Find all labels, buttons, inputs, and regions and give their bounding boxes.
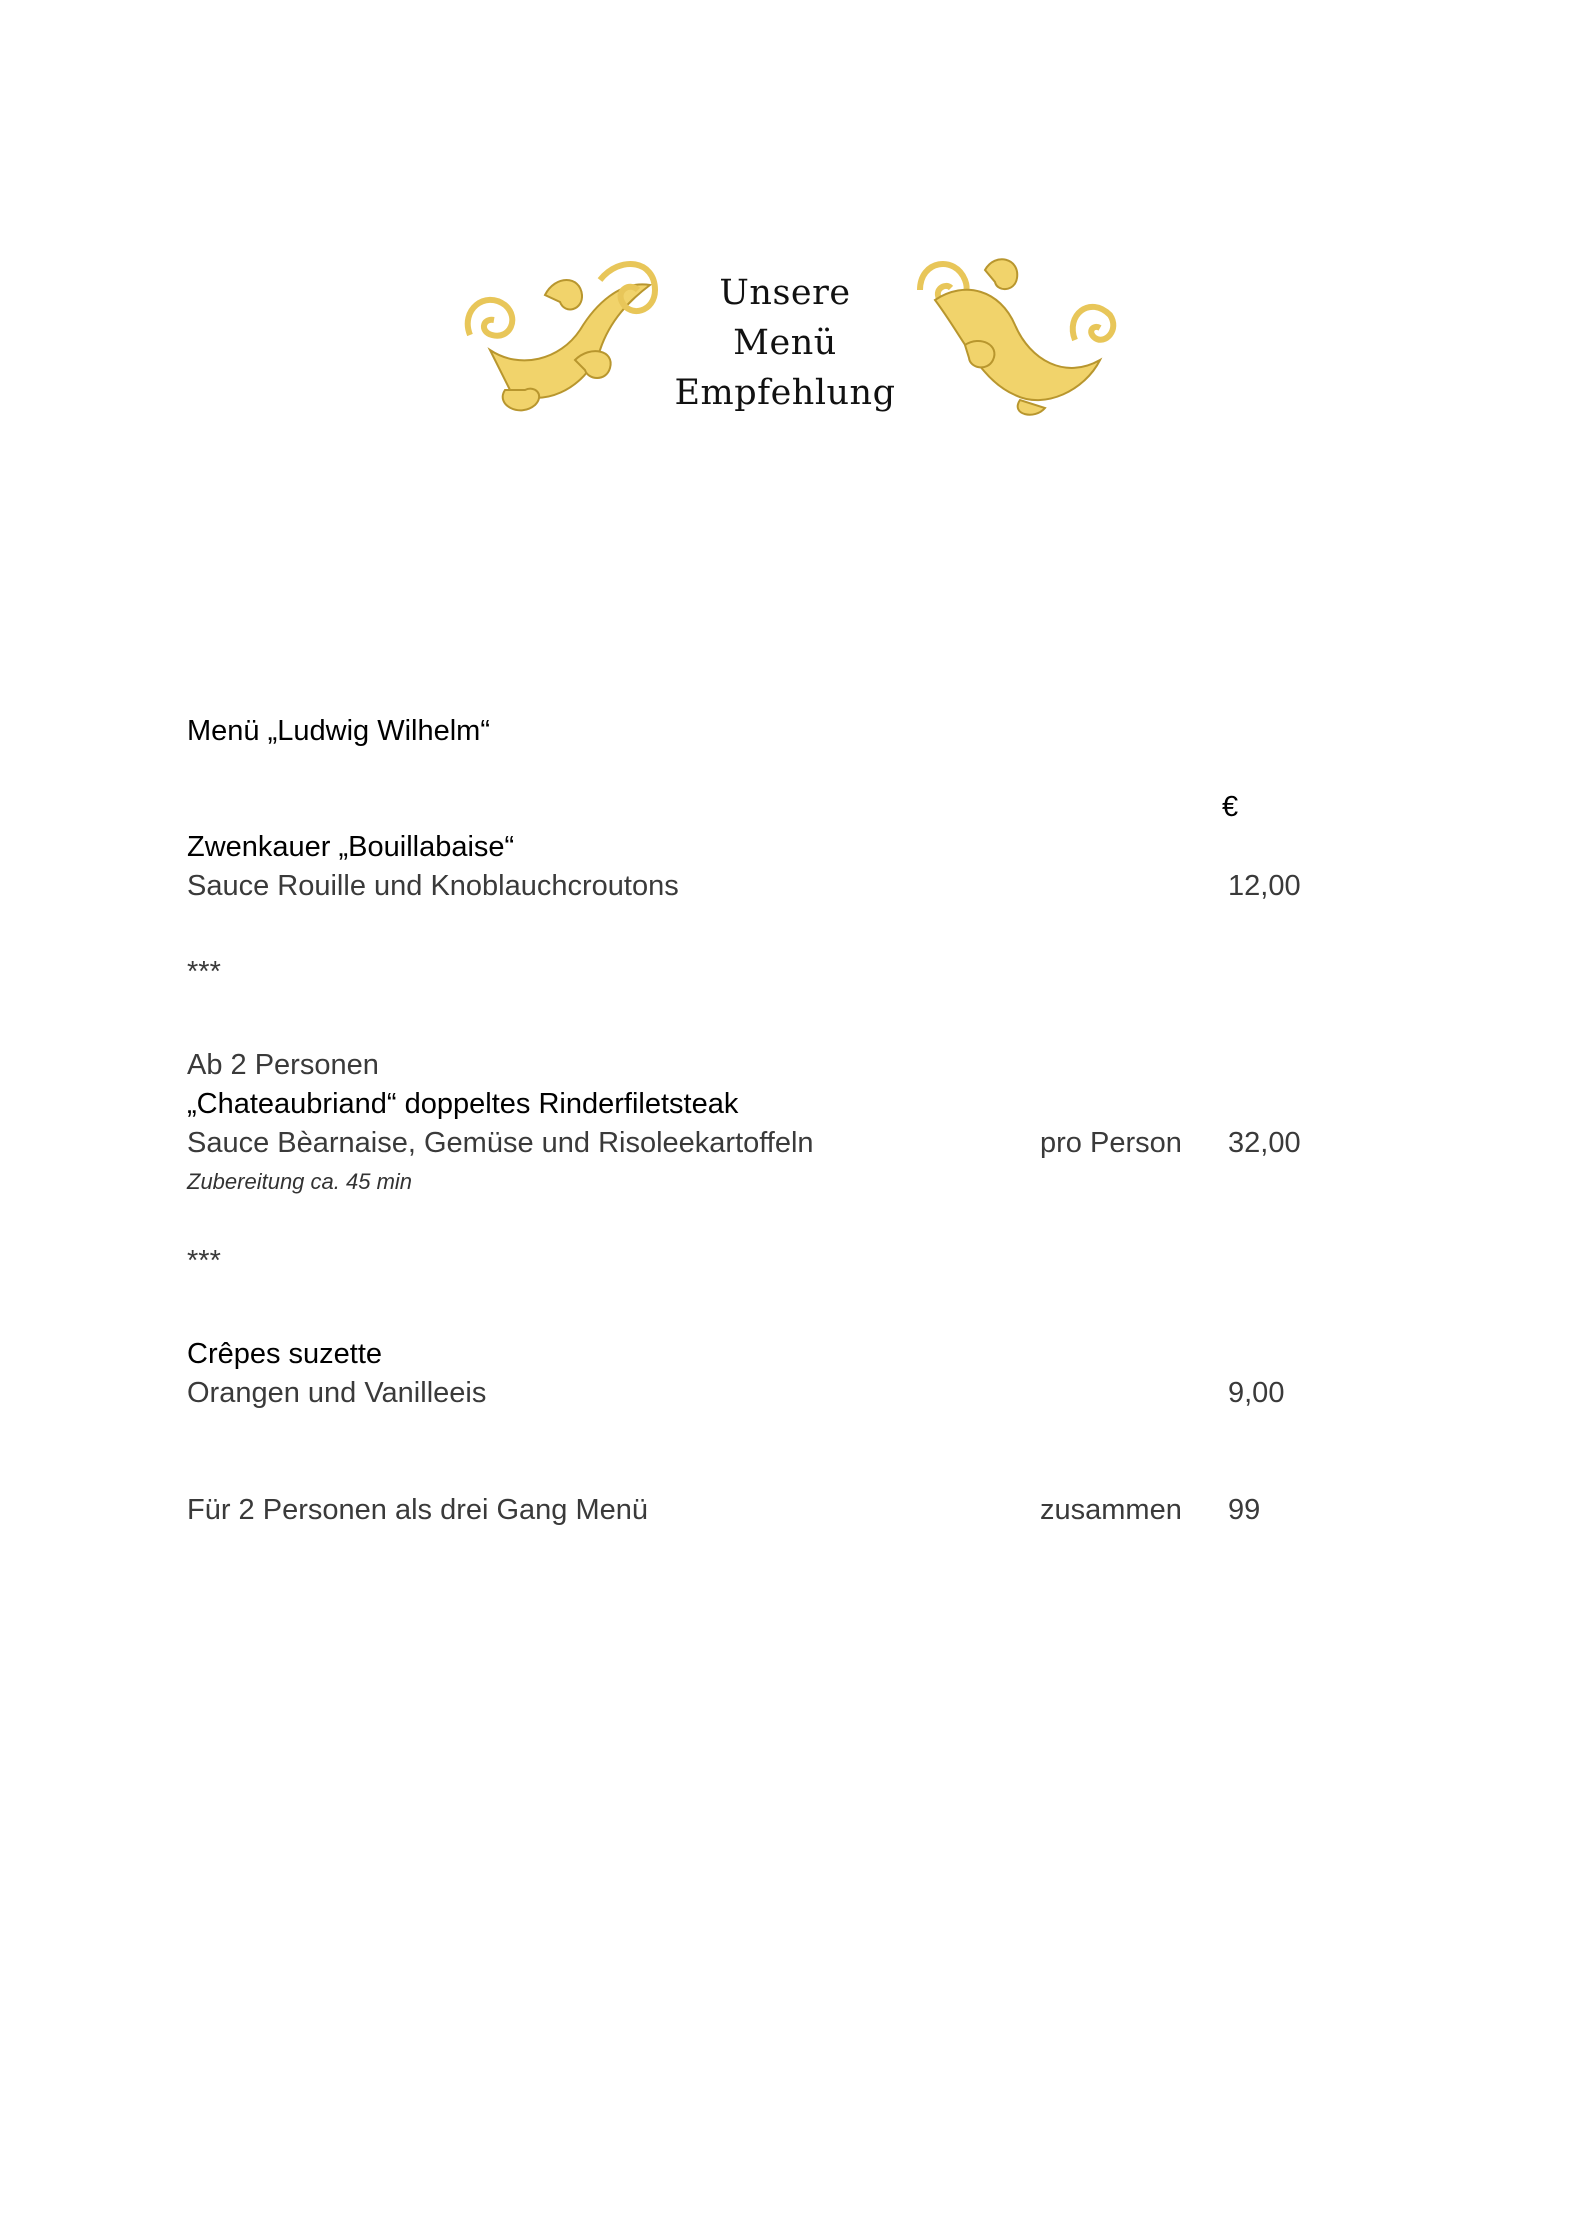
course3-title: Crêpes suzette (187, 1338, 383, 1370)
course1-description: Sauce Rouille und Knoblauchcroutons (187, 870, 679, 902)
gold-ornament-left (450, 240, 665, 420)
course1-title: Zwenkauer „Bouillabaise“ (187, 831, 515, 863)
currency-symbol: € (1222, 791, 1239, 823)
course3-price: 9,00 (1228, 1377, 1285, 1409)
menu-name: Menü „Ludwig Wilhelm“ (187, 715, 490, 747)
header-title (665, 268, 905, 418)
total-price: 99 (1228, 1494, 1261, 1526)
total-label: Für 2 Personen als drei Gang Menü (187, 1494, 649, 1526)
header-title-line1: Unsere Menü (719, 273, 851, 363)
total-unit: zusammen (1040, 1494, 1182, 1526)
menu-header (450, 240, 1120, 420)
course2-description: Sauce Bèarnaise, Gemüse und Risoleekartoffeln (187, 1127, 814, 1159)
course2-price: 32,00 (1228, 1127, 1301, 1159)
separator-2: *** (187, 1245, 221, 1277)
course1-price: 12,00 (1228, 870, 1301, 902)
course3-description: Orangen und Vanilleeis (187, 1377, 487, 1409)
header-title-line2: Empfehlung (674, 373, 896, 413)
course2-title: „Chateaubriand“ doppeltes Rinderfiletsteak (187, 1088, 739, 1120)
course2-unit: pro Person (1040, 1127, 1182, 1159)
course2-prefix: Ab 2 Personen (187, 1049, 379, 1081)
separator-1: *** (187, 956, 221, 988)
gold-ornament-right (905, 240, 1120, 420)
course2-note: Zubereitung ca. 45 min (187, 1169, 413, 1194)
